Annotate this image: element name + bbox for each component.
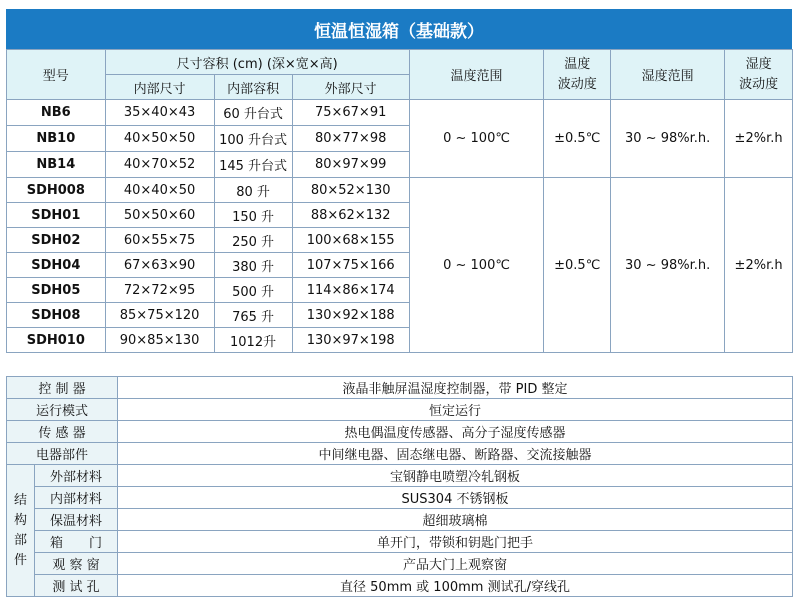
humidity-range-cell: 30 ~ 98%r.h.	[611, 178, 725, 353]
inner-volume-cell: 500 升	[214, 278, 292, 303]
config-table	[6, 376, 793, 597]
inner-size-cell: 60×55×75	[105, 228, 214, 253]
header-humidity-fluctuation: 湿度 波动度	[725, 50, 793, 100]
model-cell: NB14	[7, 152, 106, 178]
structure-row	[7, 531, 793, 553]
inner-size-cell: 40×50×50	[105, 126, 214, 152]
temp-range-cell: 0 ~ 100℃	[409, 100, 544, 178]
outer-size-cell: 130×92×188	[292, 303, 409, 328]
inner-volume-cell: 100 升台式	[214, 126, 292, 152]
humidity-fluctuation-cell: ±2%r.h	[725, 178, 793, 353]
model-cell: SDH02	[7, 228, 106, 253]
inner-volume-cell: 380 升	[214, 253, 292, 278]
inner-size-cell: 90×85×130	[105, 328, 214, 353]
config-value: 中间继电器、固态继电器、断路器、交流接触器	[118, 443, 793, 465]
inner-size-cell: 67×63×90	[105, 253, 214, 278]
config-label: 运行模式	[7, 399, 118, 421]
temp-range-cell: 0 ~ 100℃	[409, 178, 544, 353]
structure-value: 宝钢静电喷塑冷轧钢板	[118, 465, 793, 487]
header-inner-size: 内部尺寸	[105, 75, 214, 100]
humidity-range-cell: 30 ~ 98%r.h.	[611, 100, 725, 178]
header-temp-fluctuation: 温度 波动度	[544, 50, 611, 100]
temp-fluctuation-cell: ±0.5℃	[544, 178, 611, 353]
outer-size-cell: 100×68×155	[292, 228, 409, 253]
structure-label: 箱 门	[35, 531, 118, 553]
inner-volume-cell: 250 升	[214, 228, 292, 253]
inner-size-cell: 50×50×60	[105, 203, 214, 228]
config-label: 控 制 器	[7, 377, 118, 399]
temp-fluctuation-cell: ±0.5℃	[544, 100, 611, 178]
model-cell: SDH01	[7, 203, 106, 228]
inner-volume-cell: 765 升	[214, 303, 292, 328]
config-label: 传 感 器	[7, 421, 118, 443]
table-row	[7, 100, 793, 126]
structure-value: SUS304 不锈钢板	[118, 487, 793, 509]
model-cell: SDH010	[7, 328, 106, 353]
inner-volume-cell: 60 升台式	[214, 100, 292, 126]
config-value: 液晶非触屏温湿度控制器，带 PID 整定	[118, 377, 793, 399]
config-row	[7, 399, 793, 421]
structure-row	[7, 553, 793, 575]
structure-row	[7, 487, 793, 509]
inner-volume-cell: 145 升台式	[214, 152, 292, 178]
inner-volume-cell: 1012升	[214, 328, 292, 353]
model-cell: SDH04	[7, 253, 106, 278]
humidity-fluctuation-cell: ±2%r.h	[725, 100, 793, 178]
config-value: 恒定运行	[118, 399, 793, 421]
config-row	[7, 377, 793, 399]
outer-size-cell: 80×77×98	[292, 126, 409, 152]
structure-row	[7, 575, 793, 597]
config-label: 电器部件	[7, 443, 118, 465]
structure-label: 测 试 孔	[35, 575, 118, 597]
config-value: 热电偶温度传感器、高分子湿度传感器	[118, 421, 793, 443]
structure-value: 产品大门上观察窗	[118, 553, 793, 575]
inner-size-cell: 72×72×95	[105, 278, 214, 303]
header-inner-volume: 内部容积	[214, 75, 292, 100]
inner-size-cell: 85×75×120	[105, 303, 214, 328]
header-humidity-range: 湿度范围	[611, 50, 725, 100]
header-outer-size: 外部尺寸	[292, 75, 409, 100]
spec-table	[6, 49, 793, 353]
structure-value: 单开门，带锁和钥匙门把手	[118, 531, 793, 553]
outer-size-cell: 88×62×132	[292, 203, 409, 228]
header-size-group: 尺寸容积 (cm) (深×宽×高)	[105, 50, 409, 75]
outer-size-cell: 107×75×166	[292, 253, 409, 278]
model-cell: NB6	[7, 100, 106, 126]
model-cell: SDH008	[7, 178, 106, 203]
outer-size-cell: 80×52×130	[292, 178, 409, 203]
structure-row	[7, 509, 793, 531]
model-cell: SDH05	[7, 278, 106, 303]
structure-value: 直径 50mm 或 100mm 测试孔/穿线孔	[118, 575, 793, 597]
inner-size-cell: 35×40×43	[105, 100, 214, 126]
outer-size-cell: 130×97×198	[292, 328, 409, 353]
table-row	[7, 178, 793, 203]
model-cell: SDH08	[7, 303, 106, 328]
inner-size-cell: 40×40×50	[105, 178, 214, 203]
structure-label: 观 察 窗	[35, 553, 118, 575]
page-title: 恒温恒湿箱（基础款）	[6, 9, 792, 49]
outer-size-cell: 75×67×91	[292, 100, 409, 126]
header-model: 型号	[7, 50, 106, 100]
structure-group-label: 结 构 部 件	[7, 465, 35, 597]
inner-volume-cell: 150 升	[214, 203, 292, 228]
structure-label: 外部材料	[35, 465, 118, 487]
config-row	[7, 443, 793, 465]
header-temp-range: 温度范围	[409, 50, 544, 100]
structure-label: 保温材料	[35, 509, 118, 531]
structure-label: 内部材料	[35, 487, 118, 509]
structure-row	[7, 465, 793, 487]
outer-size-cell: 80×97×99	[292, 152, 409, 178]
model-cell: NB10	[7, 126, 106, 152]
config-row	[7, 421, 793, 443]
structure-value: 超细玻璃棉	[118, 509, 793, 531]
outer-size-cell: 114×86×174	[292, 278, 409, 303]
inner-volume-cell: 80 升	[214, 178, 292, 203]
inner-size-cell: 40×70×52	[105, 152, 214, 178]
